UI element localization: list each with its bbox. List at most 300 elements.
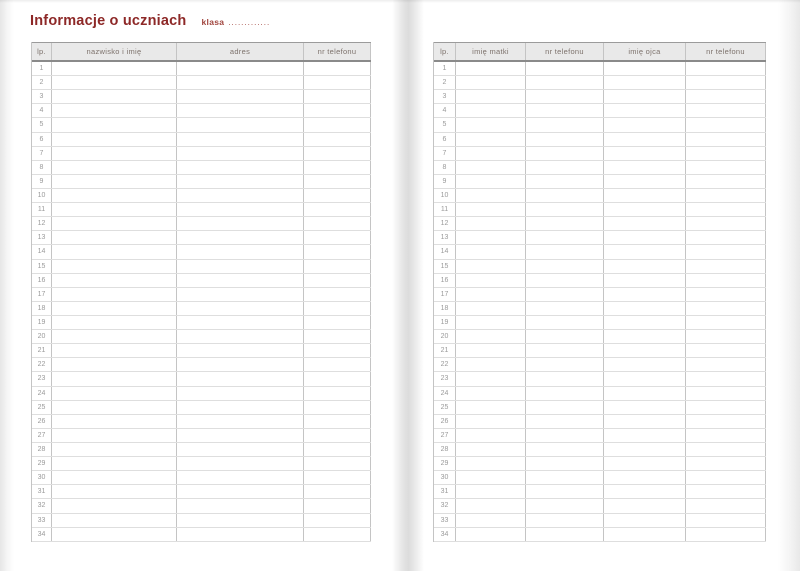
- empty-cell: [604, 90, 686, 103]
- empty-cell: [526, 76, 604, 89]
- empty-cell: [52, 485, 177, 498]
- empty-cell: [604, 302, 686, 315]
- students-table: [31, 42, 371, 542]
- empty-cell: [52, 514, 177, 527]
- column-header-nr-telefonu: nr telefonu: [526, 43, 604, 60]
- empty-cell: [52, 387, 177, 400]
- empty-cell: [526, 260, 604, 273]
- empty-cell: [52, 316, 177, 329]
- empty-cell: [304, 528, 371, 541]
- row-number: 30: [32, 471, 52, 484]
- empty-cell: [526, 203, 604, 216]
- table-row-16: [32, 274, 371, 288]
- empty-cell: [526, 175, 604, 188]
- row-number: 29: [434, 457, 456, 470]
- empty-cell: [52, 231, 177, 244]
- empty-cell: [304, 457, 371, 470]
- table-row-17: [32, 288, 371, 302]
- empty-cell: [604, 344, 686, 357]
- empty-cell: [177, 62, 304, 75]
- empty-cell: [456, 288, 526, 301]
- row-number: 14: [32, 245, 52, 258]
- empty-cell: [177, 118, 304, 131]
- empty-cell: [604, 133, 686, 146]
- empty-cell: [304, 62, 371, 75]
- table-row-23: [32, 372, 371, 386]
- empty-cell: [456, 90, 526, 103]
- row-number: 15: [32, 260, 52, 273]
- empty-cell: [177, 415, 304, 428]
- table-row-3: [434, 90, 766, 104]
- empty-cell: [177, 485, 304, 498]
- row-number: 32: [434, 499, 456, 512]
- table-row-23: [434, 372, 766, 386]
- table-row-10: [32, 189, 371, 203]
- empty-cell: [456, 133, 526, 146]
- empty-cell: [686, 457, 766, 470]
- row-number: 34: [32, 528, 52, 541]
- empty-cell: [604, 76, 686, 89]
- empty-cell: [604, 245, 686, 258]
- table-header-row: [434, 42, 766, 62]
- empty-cell: [304, 90, 371, 103]
- empty-cell: [456, 217, 526, 230]
- empty-cell: [686, 260, 766, 273]
- row-number: 31: [32, 485, 52, 498]
- row-number: 23: [32, 372, 52, 385]
- row-number: 19: [434, 316, 456, 329]
- empty-cell: [604, 217, 686, 230]
- empty-cell: [456, 274, 526, 287]
- page-header: [30, 13, 270, 29]
- empty-cell: [604, 358, 686, 371]
- empty-cell: [177, 514, 304, 527]
- table-row-17: [434, 288, 766, 302]
- table-row-33: [434, 514, 766, 528]
- empty-cell: [177, 330, 304, 343]
- row-number: 19: [32, 316, 52, 329]
- table-row-22: [32, 358, 371, 372]
- table-row-29: [32, 457, 371, 471]
- empty-cell: [304, 344, 371, 357]
- row-number: 15: [434, 260, 456, 273]
- table-row-3: [32, 90, 371, 104]
- empty-cell: [456, 471, 526, 484]
- empty-cell: [686, 76, 766, 89]
- empty-cell: [52, 161, 177, 174]
- row-number: 28: [434, 443, 456, 456]
- row-number: 8: [32, 161, 52, 174]
- table-header-row: [32, 42, 371, 62]
- table-row-14: [32, 245, 371, 259]
- row-number: 10: [32, 189, 52, 202]
- empty-cell: [604, 387, 686, 400]
- row-number: 21: [434, 344, 456, 357]
- row-number: 10: [434, 189, 456, 202]
- class-fill-in-dots: .............: [228, 18, 271, 27]
- empty-cell: [177, 372, 304, 385]
- empty-cell: [686, 485, 766, 498]
- empty-cell: [456, 499, 526, 512]
- empty-cell: [177, 443, 304, 456]
- empty-cell: [52, 358, 177, 371]
- empty-cell: [304, 471, 371, 484]
- table-row-19: [32, 316, 371, 330]
- row-number: 11: [434, 203, 456, 216]
- empty-cell: [52, 415, 177, 428]
- empty-cell: [177, 499, 304, 512]
- row-number: 23: [434, 372, 456, 385]
- empty-cell: [52, 62, 177, 75]
- empty-cell: [456, 161, 526, 174]
- empty-cell: [686, 528, 766, 541]
- empty-cell: [686, 189, 766, 202]
- empty-cell: [52, 302, 177, 315]
- empty-cell: [52, 175, 177, 188]
- empty-cell: [177, 344, 304, 357]
- empty-cell: [52, 344, 177, 357]
- row-number: 24: [434, 387, 456, 400]
- table-row-6: [32, 133, 371, 147]
- empty-cell: [526, 471, 604, 484]
- column-header-lp: lp.: [32, 43, 52, 60]
- empty-cell: [526, 485, 604, 498]
- row-number: 26: [32, 415, 52, 428]
- empty-cell: [456, 302, 526, 315]
- table-row-32: [32, 499, 371, 513]
- empty-cell: [604, 316, 686, 329]
- empty-cell: [526, 429, 604, 442]
- table-row-12: [434, 217, 766, 231]
- empty-cell: [52, 217, 177, 230]
- row-number: 28: [32, 443, 52, 456]
- table-row-33: [32, 514, 371, 528]
- table-row-31: [434, 485, 766, 499]
- empty-cell: [304, 316, 371, 329]
- empty-cell: [456, 528, 526, 541]
- table-row-32: [434, 499, 766, 513]
- empty-cell: [304, 217, 371, 230]
- empty-cell: [604, 457, 686, 470]
- row-number: 16: [434, 274, 456, 287]
- empty-cell: [604, 471, 686, 484]
- empty-cell: [52, 528, 177, 541]
- empty-cell: [52, 104, 177, 117]
- empty-cell: [604, 161, 686, 174]
- empty-cell: [456, 443, 526, 456]
- table-row-5: [434, 118, 766, 132]
- row-number: 2: [32, 76, 52, 89]
- empty-cell: [526, 514, 604, 527]
- empty-cell: [526, 401, 604, 414]
- table-row-25: [434, 401, 766, 415]
- column-header-lp: lp.: [434, 43, 456, 60]
- empty-cell: [686, 415, 766, 428]
- empty-cell: [604, 443, 686, 456]
- empty-cell: [526, 387, 604, 400]
- empty-cell: [456, 104, 526, 117]
- table-row-18: [434, 302, 766, 316]
- table-row-16: [434, 274, 766, 288]
- empty-cell: [456, 175, 526, 188]
- row-number: 3: [434, 90, 456, 103]
- empty-cell: [526, 443, 604, 456]
- empty-cell: [304, 203, 371, 216]
- empty-cell: [304, 147, 371, 160]
- table-row-2: [434, 76, 766, 90]
- empty-cell: [177, 147, 304, 160]
- table-row-1: [32, 62, 371, 76]
- empty-cell: [177, 231, 304, 244]
- empty-cell: [686, 161, 766, 174]
- table-row-12: [32, 217, 371, 231]
- row-number: 13: [32, 231, 52, 244]
- empty-cell: [526, 133, 604, 146]
- row-number: 26: [434, 415, 456, 428]
- empty-cell: [52, 260, 177, 273]
- table-row-27: [434, 429, 766, 443]
- empty-cell: [304, 260, 371, 273]
- table-row-24: [32, 387, 371, 401]
- table-row-11: [32, 203, 371, 217]
- empty-cell: [304, 485, 371, 498]
- empty-cell: [52, 274, 177, 287]
- table-row-4: [32, 104, 371, 118]
- empty-cell: [52, 443, 177, 456]
- row-number: 27: [434, 429, 456, 442]
- empty-cell: [526, 457, 604, 470]
- empty-cell: [604, 372, 686, 385]
- table-row-5: [32, 118, 371, 132]
- empty-cell: [604, 189, 686, 202]
- empty-cell: [52, 330, 177, 343]
- empty-cell: [526, 316, 604, 329]
- empty-cell: [526, 161, 604, 174]
- empty-cell: [456, 457, 526, 470]
- table-row-11: [434, 203, 766, 217]
- table-row-1: [434, 62, 766, 76]
- row-number: 11: [32, 203, 52, 216]
- empty-cell: [52, 372, 177, 385]
- row-number: 1: [434, 62, 456, 75]
- column-header-nr-telefonu: nr telefonu: [686, 43, 766, 60]
- row-number: 17: [434, 288, 456, 301]
- empty-cell: [686, 62, 766, 75]
- table-row-27: [32, 429, 371, 443]
- empty-cell: [304, 443, 371, 456]
- table-row-9: [32, 175, 371, 189]
- class-label: klasa: [201, 17, 225, 27]
- empty-cell: [177, 274, 304, 287]
- empty-cell: [604, 528, 686, 541]
- table-row-15: [434, 260, 766, 274]
- empty-cell: [686, 274, 766, 287]
- empty-cell: [177, 217, 304, 230]
- row-number: 2: [434, 76, 456, 89]
- empty-cell: [52, 76, 177, 89]
- empty-cell: [304, 118, 371, 131]
- empty-cell: [304, 274, 371, 287]
- row-number: 30: [434, 471, 456, 484]
- empty-cell: [604, 260, 686, 273]
- empty-cell: [52, 429, 177, 442]
- empty-cell: [686, 133, 766, 146]
- empty-cell: [604, 231, 686, 244]
- empty-cell: [604, 104, 686, 117]
- empty-cell: [177, 90, 304, 103]
- row-number: 9: [32, 175, 52, 188]
- empty-cell: [686, 288, 766, 301]
- empty-cell: [686, 443, 766, 456]
- empty-cell: [686, 387, 766, 400]
- empty-cell: [52, 457, 177, 470]
- empty-cell: [304, 245, 371, 258]
- empty-cell: [526, 189, 604, 202]
- empty-cell: [304, 302, 371, 315]
- empty-cell: [526, 358, 604, 371]
- row-number: 32: [32, 499, 52, 512]
- empty-cell: [304, 387, 371, 400]
- empty-cell: [52, 203, 177, 216]
- empty-cell: [52, 471, 177, 484]
- empty-cell: [456, 514, 526, 527]
- row-number: 22: [434, 358, 456, 371]
- empty-cell: [604, 175, 686, 188]
- empty-cell: [456, 415, 526, 428]
- row-number: 13: [434, 231, 456, 244]
- empty-cell: [526, 62, 604, 75]
- empty-cell: [456, 330, 526, 343]
- table-row-26: [434, 415, 766, 429]
- table-row-19: [434, 316, 766, 330]
- empty-cell: [456, 358, 526, 371]
- empty-cell: [686, 217, 766, 230]
- table-row-25: [32, 401, 371, 415]
- column-header-nazwisko-i-imię: nazwisko i imię: [52, 43, 177, 60]
- row-number: 6: [32, 133, 52, 146]
- empty-cell: [456, 485, 526, 498]
- empty-cell: [526, 302, 604, 315]
- empty-cell: [686, 344, 766, 357]
- table-row-6: [434, 133, 766, 147]
- row-number: 16: [32, 274, 52, 287]
- row-number: 5: [434, 118, 456, 131]
- empty-cell: [177, 133, 304, 146]
- row-number: 25: [434, 401, 456, 414]
- row-number: 20: [434, 330, 456, 343]
- row-number: 34: [434, 528, 456, 541]
- table-row-30: [434, 471, 766, 485]
- empty-cell: [304, 429, 371, 442]
- row-number: 12: [32, 217, 52, 230]
- empty-cell: [686, 316, 766, 329]
- empty-cell: [686, 302, 766, 315]
- empty-cell: [686, 330, 766, 343]
- table-row-34: [434, 528, 766, 542]
- row-number: 9: [434, 175, 456, 188]
- parents-table: [433, 42, 766, 542]
- empty-cell: [304, 175, 371, 188]
- empty-cell: [526, 118, 604, 131]
- table-row-21: [434, 344, 766, 358]
- empty-cell: [304, 76, 371, 89]
- empty-cell: [526, 344, 604, 357]
- table-row-24: [434, 387, 766, 401]
- empty-cell: [177, 76, 304, 89]
- empty-cell: [456, 260, 526, 273]
- empty-cell: [52, 499, 177, 512]
- empty-cell: [526, 499, 604, 512]
- empty-cell: [177, 401, 304, 414]
- empty-cell: [304, 358, 371, 371]
- book-spine-shadow: [392, 0, 424, 571]
- row-number: 22: [32, 358, 52, 371]
- empty-cell: [177, 387, 304, 400]
- empty-cell: [304, 330, 371, 343]
- column-header-imię-ojca: imię ojca: [604, 43, 686, 60]
- empty-cell: [52, 90, 177, 103]
- empty-cell: [686, 203, 766, 216]
- empty-cell: [177, 288, 304, 301]
- empty-cell: [526, 274, 604, 287]
- empty-cell: [177, 429, 304, 442]
- row-number: 14: [434, 245, 456, 258]
- empty-cell: [177, 245, 304, 258]
- table-row-13: [434, 231, 766, 245]
- empty-cell: [604, 429, 686, 442]
- table-row-8: [32, 161, 371, 175]
- empty-cell: [526, 90, 604, 103]
- empty-cell: [526, 415, 604, 428]
- empty-cell: [177, 471, 304, 484]
- empty-cell: [177, 316, 304, 329]
- empty-cell: [456, 316, 526, 329]
- empty-cell: [526, 147, 604, 160]
- row-number: 5: [32, 118, 52, 131]
- row-number: 4: [434, 104, 456, 117]
- table-row-13: [32, 231, 371, 245]
- table-row-29: [434, 457, 766, 471]
- empty-cell: [52, 245, 177, 258]
- empty-cell: [686, 471, 766, 484]
- row-number: 4: [32, 104, 52, 117]
- row-number: 21: [32, 344, 52, 357]
- empty-cell: [52, 147, 177, 160]
- table-row-26: [32, 415, 371, 429]
- row-number: 18: [434, 302, 456, 315]
- empty-cell: [304, 104, 371, 117]
- table-row-4: [434, 104, 766, 118]
- empty-cell: [456, 203, 526, 216]
- empty-cell: [604, 147, 686, 160]
- empty-cell: [604, 401, 686, 414]
- empty-cell: [456, 118, 526, 131]
- table-row-30: [32, 471, 371, 485]
- row-number: 20: [32, 330, 52, 343]
- column-header-nr-telefonu: nr telefonu: [304, 43, 371, 60]
- table-row-10: [434, 189, 766, 203]
- empty-cell: [686, 118, 766, 131]
- row-number: 7: [434, 147, 456, 160]
- table-row-15: [32, 260, 371, 274]
- empty-cell: [604, 415, 686, 428]
- table-row-28: [32, 443, 371, 457]
- row-number: 7: [32, 147, 52, 160]
- row-number: 6: [434, 133, 456, 146]
- empty-cell: [177, 189, 304, 202]
- row-number: 27: [32, 429, 52, 442]
- empty-cell: [52, 133, 177, 146]
